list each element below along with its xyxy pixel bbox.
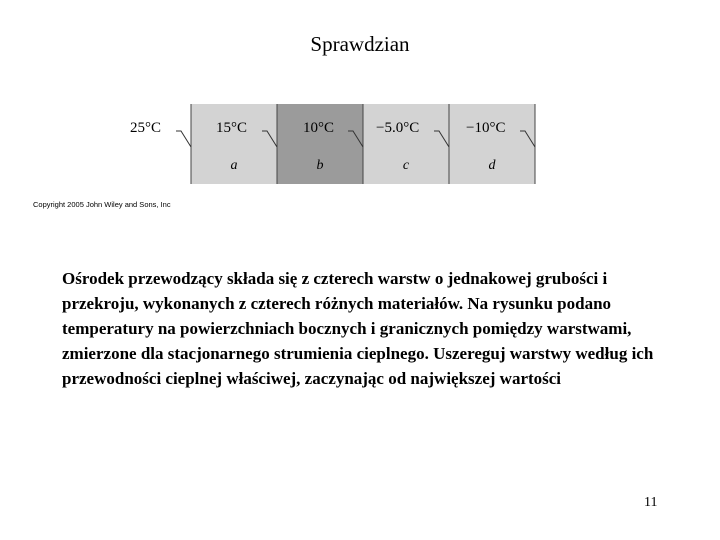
slide-title: Sprawdzian <box>310 32 410 56</box>
layer-label: c <box>402 158 410 173</box>
copyright-notice: Copyright 2005 John Wiley and Sons, Inc <box>33 200 171 209</box>
temperature-label: 10°C <box>303 120 335 136</box>
temperature-label: −10°C <box>466 120 506 136</box>
layer-label: d <box>488 158 496 173</box>
temperature-label: 15°C <box>216 120 248 136</box>
page-number: 11 <box>644 495 658 510</box>
question-text: Ośrodek przewodzący składa się z czterech warstw o jednakowej grubości i przekroju, wykonanych z czterech różnych materiałów. Na rysunku podano temperatury na powierzchniach bocznych i granicznych pomiędzy warstwami, zmierzone dla stacjonarnego strumienia cieplnego. Uszereguj warstwy według ich przewodności cieplnej właściwej, zaczynając od największej wartości <box>62 269 654 388</box>
layers-figure <box>120 104 540 186</box>
pointer-0 <box>176 131 191 147</box>
temperature-label: −5.0°C <box>376 120 420 136</box>
temperature-label: 25°C <box>130 120 162 136</box>
layer-label: a <box>230 158 238 173</box>
layer-label: b <box>316 158 324 173</box>
